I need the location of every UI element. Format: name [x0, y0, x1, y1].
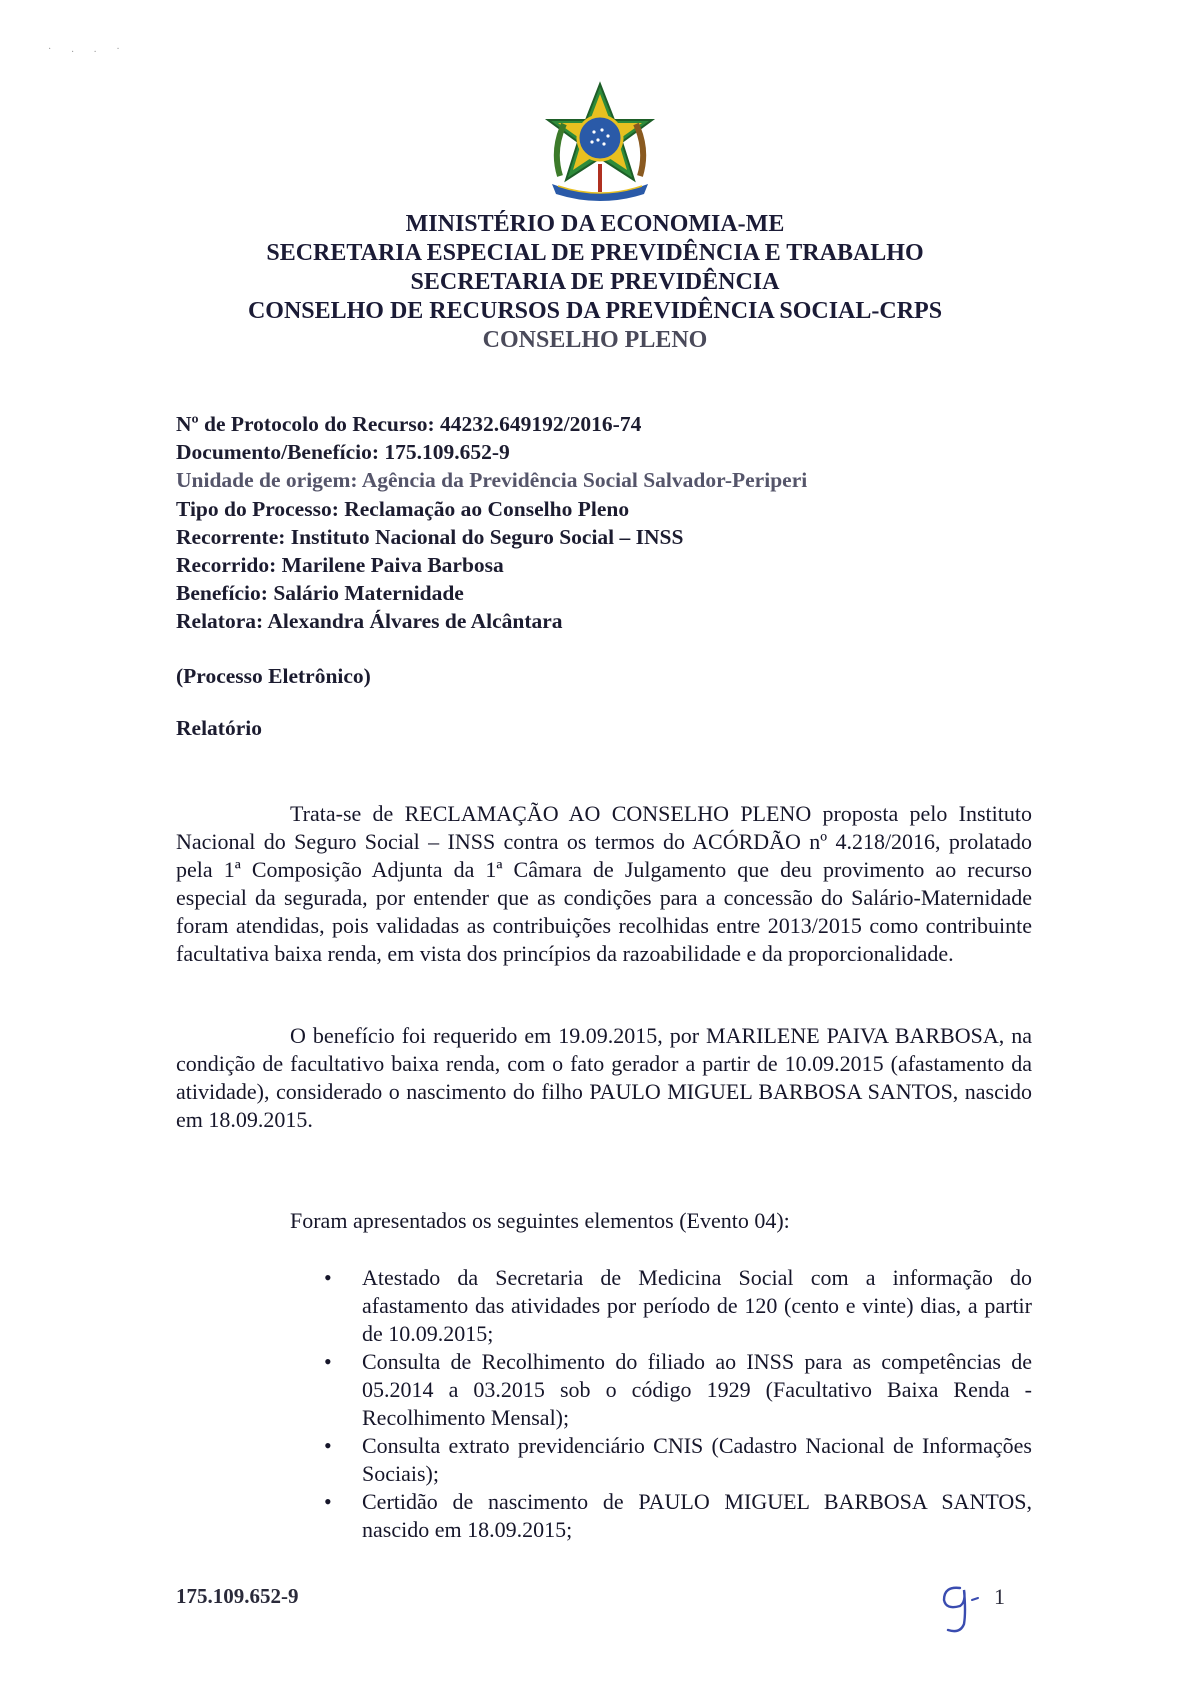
meta-rapporteur: Relatora: Alexandra Álvares de Alcântara — [176, 609, 563, 634]
meta-appellant: Recorrente: Instituto Nacional do Seguro Social – INSS — [176, 524, 684, 549]
paragraph-2 — [176, 1022, 1032, 1134]
header-council: CONSELHO DE RECURSOS DA PREVIDÊNCIA SOCIAL-CRPS — [247, 298, 943, 324]
meta-protocol: Nº de Protocolo do Recurso: 44232.649192/2016-74 — [176, 412, 642, 436]
meta-process-type: Tipo do Processo: Reclamação ao Conselho Pleno — [176, 496, 630, 521]
footer-document-number: 175.109.652-9 — [176, 1584, 299, 1608]
meta-benefit: Benefício: Salário Maternidade — [176, 581, 464, 606]
paragraph-2-text: O benefício foi requerido em 19.09.2015, por MARILENE PAIVA BARBOSA, na condição de facultativo baixa renda, com o fato gerador a partir de 10.09.2015 (afastamento da atividade), considerado o nascimento do filho PAULO MIGUEL BARBOSA SANTOS, nascido em 18.09.2015. — [176, 1023, 1032, 1132]
process-metadata — [176, 410, 807, 636]
bullet-icon: • — [324, 1433, 332, 1458]
meta-document: Documento/Benefício: 175.109.652-9 — [176, 440, 510, 465]
coat-of-arms-icon — [538, 80, 662, 204]
bullet-icon: • — [324, 1349, 332, 1374]
page-number: 1 — [994, 1584, 1005, 1609]
list-item — [320, 1348, 1032, 1432]
elements-list — [320, 1264, 1032, 1544]
list-item-text: Atestado da Secretaria de Medicina Social com a informação do afastamento das atividades por período de 120 (cento e vinte) dias, a partir de 10.09.2015; — [362, 1265, 1032, 1346]
handwritten-initial-icon — [930, 1578, 986, 1638]
list-item — [320, 1432, 1032, 1488]
header-plenary: CONSELHO PLENO — [482, 327, 708, 353]
paragraph-1-text: Trata-se de RECLAMAÇÃO AO CONSELHO PLENO proposta pelo Instituto Nacional do Seguro Social – INSS contra os termos do ACÓRDÃO nº 4.218/2016, prolatado pela 1ª Composição Adjunta da 1ª Câmara de Julgamento que deu provimento ao recurso especial da segurada, por entender que as condições para a concessão do Salário-Maternidade foram atendidas, pois validadas as contribuições recolhidas entre 2013/2015 como contribuinte facultativa baixa renda, em vista dos princípios da razoabilidade e da proporcionalidade. — [176, 801, 1032, 966]
electronic-process-label: (Processo Eletrônico) — [176, 664, 371, 688]
header-ministry: MINISTÉRIO DA ECONOMIA-ME — [405, 211, 785, 237]
header-secretariat: SECRETARIA DE PREVIDÊNCIA — [410, 269, 780, 295]
paragraph-1 — [176, 800, 1032, 968]
list-item-text: Consulta de Recolhimento do filiado ao INSS para as competências de 05.2014 a 03.2015 sob o código 1929 (Facultativo Baixa Renda - Recolhimento Mensal); — [362, 1349, 1032, 1430]
list-item-text: Consulta extrato previdenciário CNIS (Cadastro Nacional de Informações Sociais); — [362, 1433, 1032, 1486]
scan-specks: ·..· — [48, 44, 140, 55]
list-item — [320, 1488, 1032, 1544]
report-title: Relatório — [176, 716, 262, 740]
list-item — [320, 1264, 1032, 1348]
header-block — [0, 210, 1190, 355]
bullet-icon: • — [324, 1489, 332, 1514]
header-special-secretariat: SECRETARIA ESPECIAL DE PREVIDÊNCIA E TRABALHO — [266, 240, 924, 266]
list-item-text: Certidão de nascimento de PAULO MIGUEL BARBOSA SANTOS, nascido em 18.09.2015; — [362, 1489, 1032, 1542]
meta-origin-unit: Unidade de origem: Agência da Previdência Social Salvador-Periperi — [176, 468, 808, 493]
bullet-icon: • — [324, 1265, 332, 1290]
meta-appellee: Recorrido: Marilene Paiva Barbosa — [176, 553, 504, 578]
elements-intro: Foram apresentados os seguintes elementos (Evento 04): — [290, 1208, 790, 1233]
